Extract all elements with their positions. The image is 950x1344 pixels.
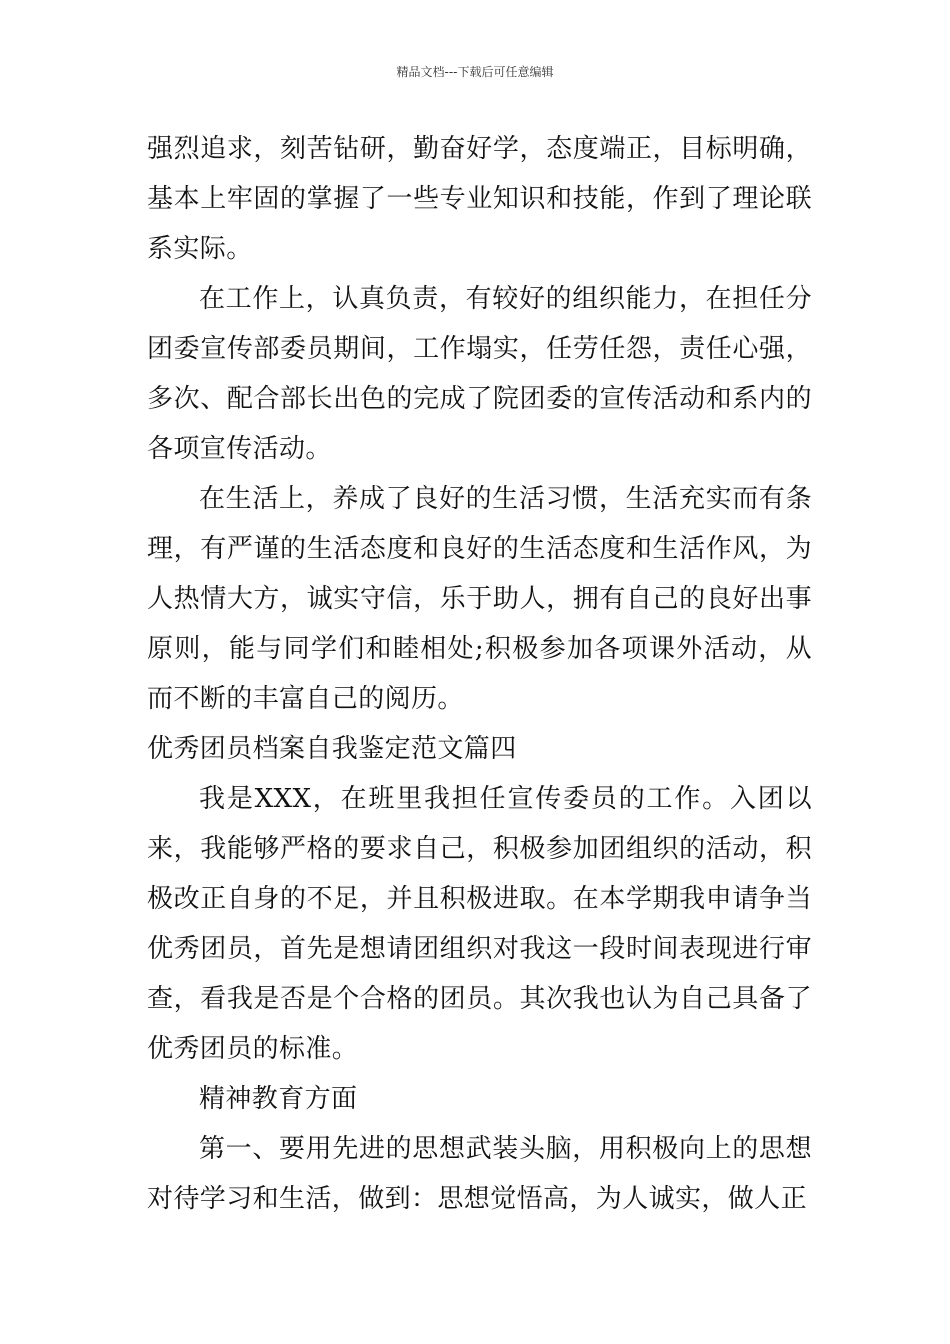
- paragraph-work: 在工作上，认真负责，有较好的组织能力，在担任分团委宣传部委员期间，工作塌实，任劳任怨，责任心强，多次、配合部长出色的完成了院团委的宣传活动和系内的各项宣传活动。: [147, 284, 812, 464]
- document-body: [147, 124, 812, 1224]
- subheading-spirit-education: 精神教育方面: [199, 1084, 358, 1114]
- section-heading: 优秀团员档案自我鉴定范文篇四: [147, 734, 517, 764]
- page-header: 精品文档---下载后可任意编辑: [396, 65, 554, 79]
- paragraph-study: 强烈追求，刻苦钻研，勤奋好学，态度端正，目标明确，基本上牢固的掌握了一些专业知识和技能，作到了理论联系实际。: [147, 134, 812, 264]
- paragraph-first-point: 第一、要用先进的思想武装头脑，用积极向上的思想对待学习和生活，做到：思想觉悟高，为人诚实，做人正: [147, 1134, 812, 1214]
- paragraph-intro: 我是XXX，在班里我担任宣传委员的工作。入团以来，我能够严格的要求自己，积极参加团组织的活动，积极改正自身的不足，并且积极进取。在本学期我申请争当优秀团员，首先是想请团组织对我这一段时间表现进行审查，看我是否是个合格的团员。其次我也认为自己具备了优秀团员的标准。: [147, 784, 812, 1064]
- paragraph-life: 在生活上，养成了良好的生活习惯，生活充实而有条理，有严谨的生活态度和良好的生活态度和生活作风，为人热情大方，诚实守信，乐于助人，拥有自己的良好出事原则，能与同学们和睦相处;积极参加各项课外活动，从而不断的丰富自己的阅历。: [147, 484, 812, 714]
